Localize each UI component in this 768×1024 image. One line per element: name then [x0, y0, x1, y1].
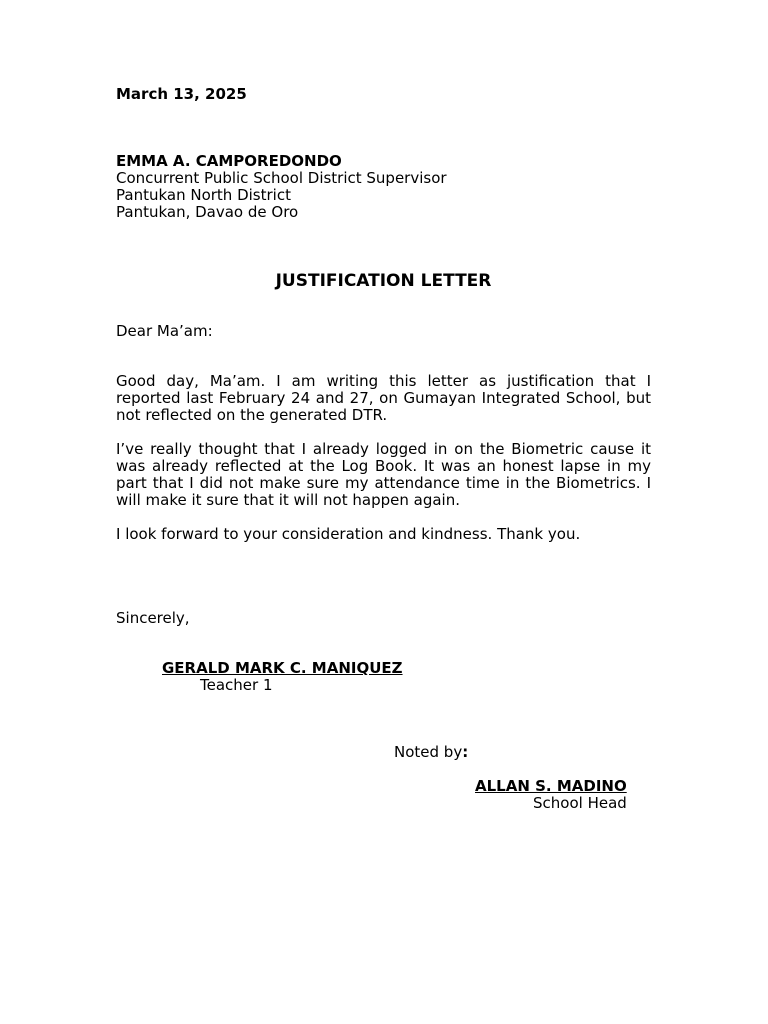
body-paragraph-2: I’ve really thought that I already logged in on the Biometric cause it was already reflected at the Log Book. It was an honest lapse in my part that I did not make sure my attendance time in the Biometrics. I will make it sure that it will not happen again.	[116, 440, 651, 509]
letter-title: JUSTIFICATION LETTER	[275, 271, 492, 291]
recipient-position: Concurrent Public School District Supervisor	[116, 169, 447, 187]
school-head-title: School Head	[533, 794, 627, 812]
school-head-block	[475, 778, 651, 812]
recipient-address: Pantukan, Davao de Oro	[116, 203, 299, 221]
school-head-name: ALLAN S. MADINO	[475, 777, 627, 795]
recipient-office: Pantukan North District	[116, 186, 291, 204]
sender-name: GERALD MARK C. MANIQUEZ	[162, 659, 403, 677]
letter-body	[116, 86, 651, 812]
body-paragraph-3: I look forward to your consideration and kindness. Thank you.	[116, 525, 581, 543]
letter-date: March 13, 2025	[116, 85, 247, 103]
noted-by-label	[394, 744, 651, 761]
noted-by-text: Noted by	[394, 743, 463, 761]
salutation: Dear Ma’am:	[116, 322, 213, 340]
recipient-block	[116, 153, 651, 221]
noted-by-colon: :	[462, 743, 469, 761]
sender-signature-block	[162, 660, 651, 694]
body-paragraph-1: Good day, Ma’am. I am writing this letter as justification that I reported last February 24 and 27, on Gumayan Integrated School, but not reflected on the generated DTR.	[116, 372, 651, 424]
closing: Sincerely,	[116, 609, 190, 627]
recipient-name: EMMA A. CAMPOREDONDO	[116, 152, 342, 170]
sender-title: Teacher 1	[200, 676, 273, 694]
